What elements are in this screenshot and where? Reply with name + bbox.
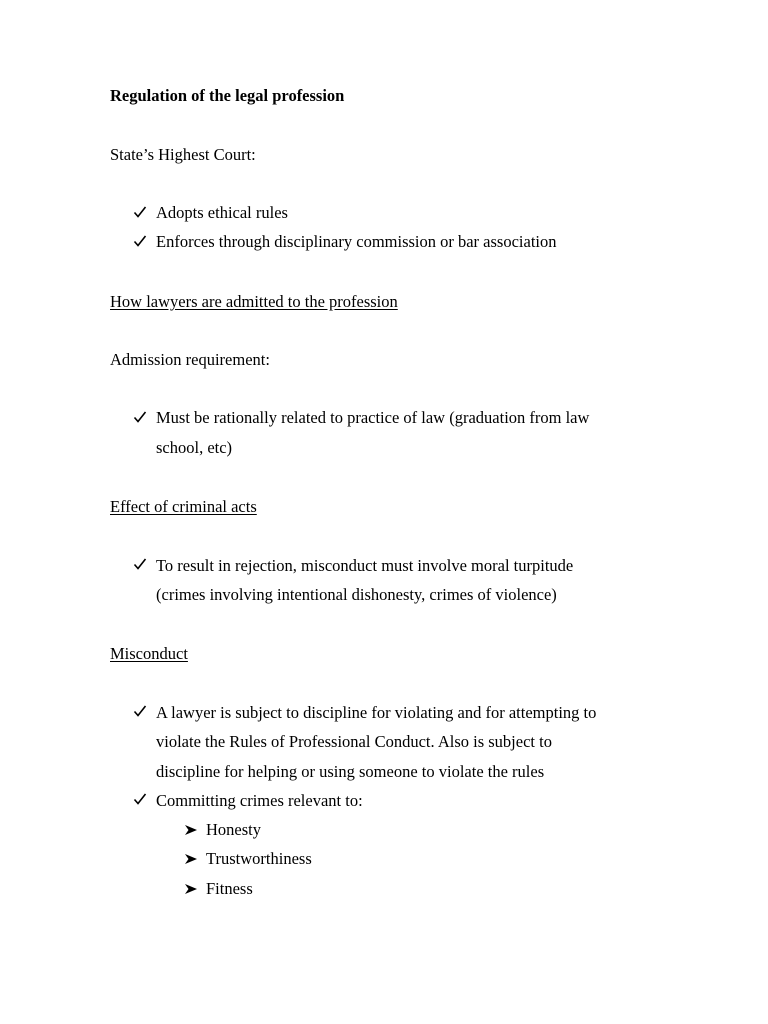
admission-item-line-1: Must be rationally related to practice of law (graduation from law (156, 408, 590, 427)
checkmark-icon (133, 557, 147, 571)
admission-requirement-label: Admission requirement: (110, 350, 270, 369)
court-item-1: Adopts ethical rules (156, 203, 288, 222)
misconduct-item-1-line-2: violate the Rules of Professional Conduct. Also is subject to (156, 732, 552, 751)
criminal-acts-heading: Effect of criminal acts (110, 497, 257, 516)
admission-heading: How lawyers are admitted to the profession (110, 292, 398, 311)
court-item-2: Enforces through disciplinary commission or bar association (156, 232, 557, 251)
court-heading: State’s Highest Court: (110, 145, 256, 164)
misconduct-item-1-line-3: discipline for helping or using someone to violate the rules (156, 762, 545, 781)
misconduct-heading: Misconduct (110, 644, 188, 663)
arrow-bullet-icon (184, 853, 198, 865)
admission-item-line-2: school, etc) (156, 438, 233, 457)
checkmark-icon (133, 205, 147, 219)
sub-item-trustworthiness: Trustworthiness (206, 849, 312, 868)
misconduct-item-2: Committing crimes relevant to: (156, 791, 363, 810)
checkmark-icon (133, 410, 147, 424)
arrow-bullet-icon (184, 824, 198, 836)
sub-item-honesty: Honesty (206, 820, 261, 839)
misconduct-item-1-line-1: A lawyer is subject to discipline for violating and for attempting to (156, 703, 597, 722)
arrow-bullet-icon (184, 883, 198, 895)
criminal-item-line-1: To result in rejection, misconduct must involve moral turpitude (156, 556, 574, 575)
checkmark-icon (133, 234, 147, 248)
checkmark-icon (133, 792, 147, 806)
checkmark-icon (133, 704, 147, 718)
document-title: Regulation of the legal profession (110, 86, 345, 105)
sub-item-fitness: Fitness (206, 879, 253, 898)
criminal-item-line-2: (crimes involving intentional dishonesty, crimes of violence) (156, 585, 557, 604)
